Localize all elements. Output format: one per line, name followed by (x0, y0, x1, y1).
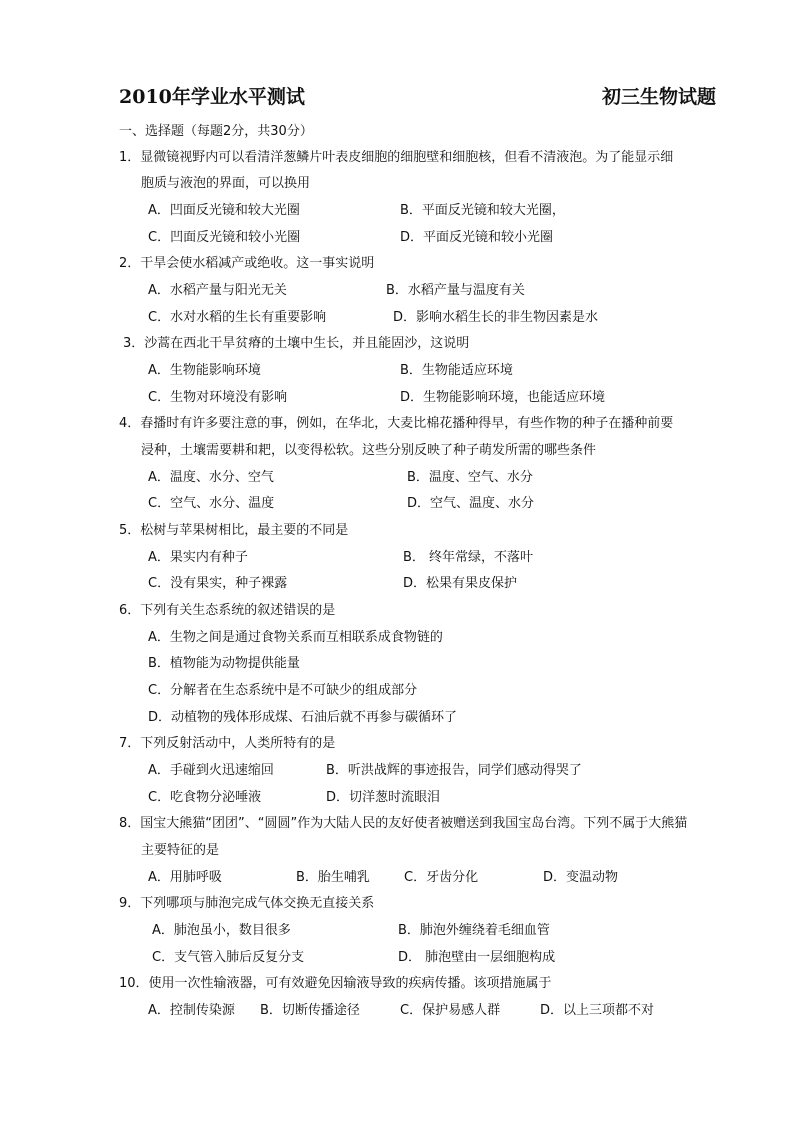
exam-title: 2010年学业水平测试 (119, 86, 305, 108)
question-4-line-2: 浸种，土壤需要耕和耙，以变得松软。这些分别反映了种子萌发所需的哪些条件 (141, 443, 597, 458)
question-9-option-a: A．肺泡虽小，数目很多 (152, 923, 291, 938)
question-4-option-d: D．空气、温度、水分 (407, 496, 535, 511)
question-8-option-b: B．胎生哺乳 (296, 870, 370, 885)
question-10-option-b: B．切断传播途径 (260, 1003, 360, 1018)
question-10-option-a: A．控制传染源 (148, 1003, 235, 1018)
question-1-option-d: D．平面反光镜和较小光圈 (400, 230, 554, 245)
subject-title: 初三生物试题 (601, 86, 716, 108)
question-1-line-1: 1．显微镜视野内可以看清洋葱鳞片叶表皮细胞的细胞壁和细胞核，但看不清液泡。为了能显示细 (119, 150, 674, 165)
question-1-option-a: A．凹面反光镜和较大光圈 (148, 203, 300, 218)
question-4-option-b: B．温度、空气、水分 (407, 470, 533, 485)
question-2-option-d: D．影响水稻生长的非生物因素是水 (393, 310, 599, 325)
question-4-line-1: 4．春播时有许多要注意的事，例如，在华北，大麦比棉花播种得早，有些作物的种子在播种前要 (119, 416, 674, 431)
question-8-option-c: C．牙齿分化 (404, 870, 479, 885)
question-10-line-1: 10．使用一次性输液器，可有效避免因输液导致的疾病传播。该项措施属于 (119, 976, 552, 991)
section-heading: 一、选择题（每题2分，共30分） (119, 124, 313, 139)
question-6-option-d: D．动植物的残体形成煤、石油后就不再参与碳循环了 (148, 710, 458, 725)
question-6-option-c: C．分解者在生态系统中是不可缺少的组成部分 (148, 683, 418, 698)
question-1-line-2: 胞质与液泡的界面，可以换用 (141, 176, 311, 191)
question-5-option-a: A．果实内有种子 (148, 550, 248, 565)
question-8-line-1: 8．国宝大熊猫“团团”、“圆圆”作为大陆人民的友好使者被赠送到我国宝岛台湾。下列不属于大熊猫 (119, 816, 688, 831)
question-4-option-c: C．空气、水分、温度 (148, 496, 275, 511)
question-6-line-1: 6．下列有关生态系统的叙述错误的是 (119, 603, 336, 618)
question-3-option-b: B．生物能适应环境 (400, 363, 513, 378)
question-7-option-d: D．切洋葱时流眼泪 (326, 790, 441, 805)
question-3-line-1: 3．沙蒿在西北干旱贫瘠的土壤中生长，并且能固沙，这说明 (123, 336, 470, 351)
question-5-line-1: 5．松树与苹果树相比，最主要的不同是 (119, 523, 349, 538)
question-9-option-c: C．支气管入肺后反复分支 (152, 950, 305, 965)
question-6-option-a: A．生物之间是通过食物关系而互相联系成食物链的 (148, 630, 443, 645)
question-5-option-d: D．松果有果皮保护 (403, 576, 518, 591)
question-10-option-d: D．以上三项都不对 (540, 1003, 655, 1018)
question-1-option-b: B．平面反光镜和较大光圈， (400, 203, 565, 218)
question-7-option-a: A．手碰到火迅速缩回 (148, 763, 274, 778)
question-7-line-1: 7．下列反射活动中，人类所特有的是 (119, 736, 336, 751)
question-2-option-b: B．水稻产量与温度有关 (386, 283, 525, 298)
question-3-option-d: D．生物能影响环境，也能适应环境 (400, 390, 606, 405)
question-3-option-c: C．生物对环境没有影响 (148, 390, 288, 405)
question-7-option-c: C．吃食物分泌唾液 (148, 790, 262, 805)
question-5-option-c: C．没有果实，种子裸露 (148, 576, 288, 591)
question-4-option-a: A．温度、水分、空气 (148, 470, 274, 485)
question-10-option-c: C．保护易感人群 (400, 1003, 501, 1018)
question-8-option-a: A．用肺呼吸 (148, 870, 222, 885)
question-2-option-a: A．水稻产量与阳光无关 (148, 283, 287, 298)
question-8-line-2: 主要特征的是 (141, 843, 220, 858)
question-7-option-b: B．听洪战辉的事迹报告，同学们感动得哭了 (326, 763, 582, 778)
question-2-option-c: C．水对水稻的生长有重要影响 (148, 310, 327, 325)
question-9-option-d: D． 肺泡壁由一层细胞构成 (398, 950, 556, 965)
question-3-option-a: A．生物能影响环境 (148, 363, 261, 378)
question-8-option-d: D．变温动物 (543, 870, 619, 885)
question-2-line-1: 2．干旱会使水稻减产或绝收。这一事实说明 (119, 256, 375, 271)
question-9-line-1: 9．下列哪项与肺泡完成气体交换无直接关系 (119, 896, 375, 911)
question-1-option-c: C．凹面反光镜和较小光圈 (148, 230, 301, 245)
question-5-option-b: B． 终年常绿，不落叶 (403, 550, 534, 565)
question-6-option-b: B．植物能为动物提供能量 (148, 656, 300, 671)
question-9-option-b: B．肺泡外缠绕着毛细血管 (398, 923, 550, 938)
